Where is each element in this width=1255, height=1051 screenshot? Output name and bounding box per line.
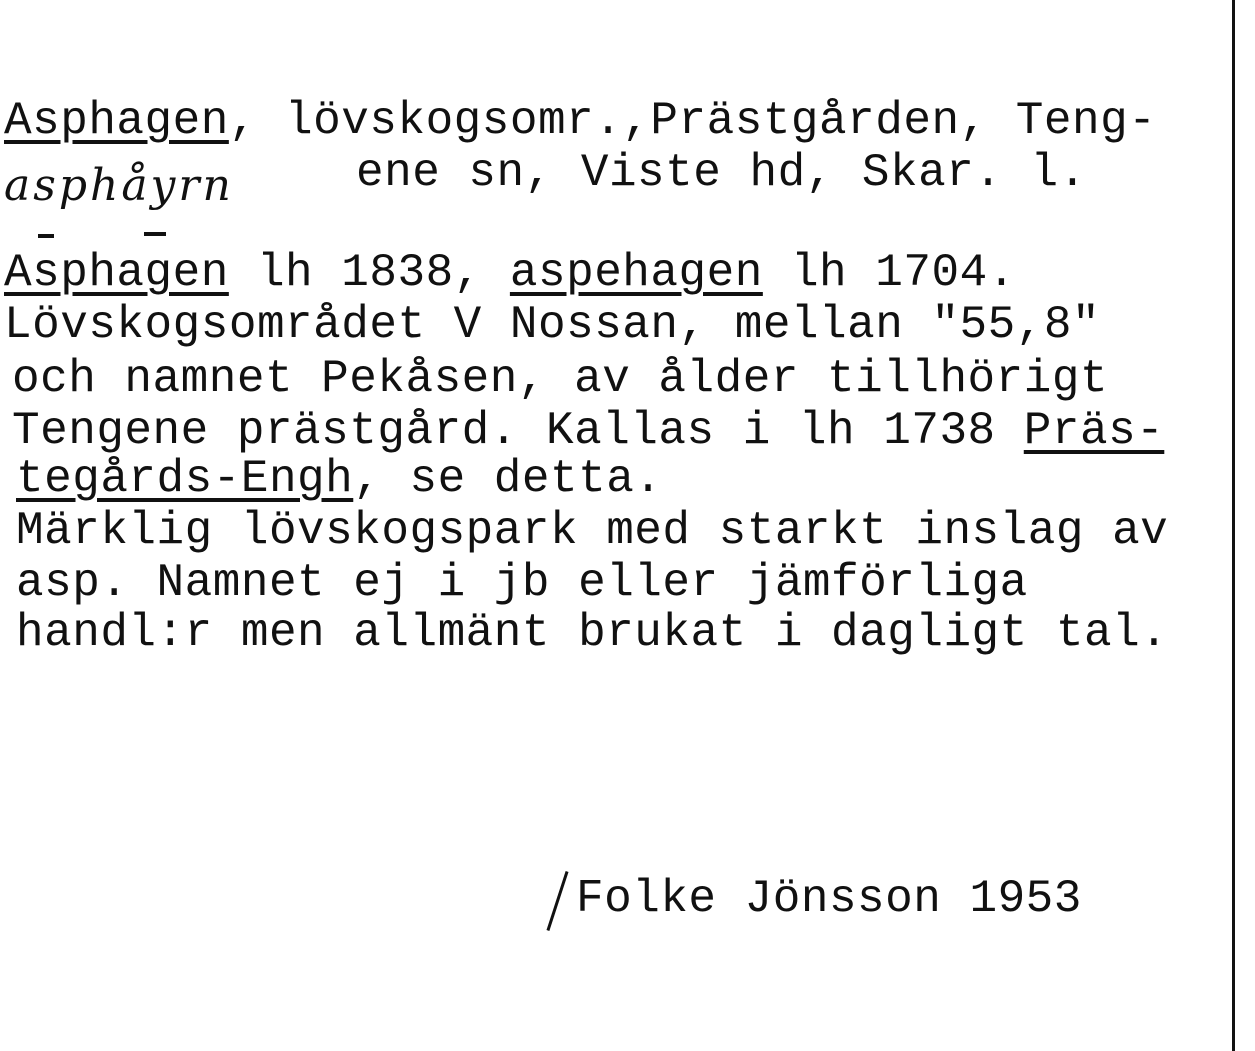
entry-line-3-mid: lh 1838, <box>228 247 510 299</box>
entry-line-3-end: lh 1704. <box>762 247 1016 299</box>
entry-line-4: Lövskogsområdet V Nossan, mellan "55,8" <box>4 299 1101 351</box>
signature-slash <box>546 871 568 931</box>
entry-line-1 <box>4 95 1157 147</box>
entry-line-7 <box>16 453 663 505</box>
entry-line-9: asp. Namnet ej i jb eller jämförliga <box>16 557 1028 609</box>
entry-line-1-text: , lövskogsomr.,Prästgården, Teng- <box>228 95 1157 147</box>
signature: Folke Jönsson 1953 <box>576 873 1082 925</box>
cross-reference-cont: tegårds-Engh <box>16 453 354 505</box>
handwritten-phonetic: asphåyrn <box>4 160 234 211</box>
historical-form-2: aspehagen <box>509 247 763 299</box>
entry-line-3 <box>4 247 1016 299</box>
phonetic-mark <box>144 232 166 236</box>
phonetic-mark <box>38 234 54 238</box>
cross-reference: Präs- <box>1023 405 1165 457</box>
entry-line-6-text: Tengene prästgård. Kallas i lh 1738 <box>12 405 1024 457</box>
entry-line-5: och namnet Pekåsen, av ålder tillhörigt <box>12 353 1109 405</box>
headword: Asphagen <box>4 95 229 147</box>
entry-line-2: ene sn, Viste hd, Skar. l. <box>356 147 1087 199</box>
entry-line-10: handl:r men allmänt brukat i dagligt tal. <box>16 607 1169 659</box>
card-edge-line <box>1232 0 1235 1051</box>
entry-line-7-text: , se detta. <box>353 453 663 505</box>
entry-line-6 <box>12 405 1165 457</box>
entry-line-8: Märklig lövskogspark med starkt inslag av <box>16 505 1169 557</box>
historical-form-1: Asphagen <box>4 247 229 299</box>
